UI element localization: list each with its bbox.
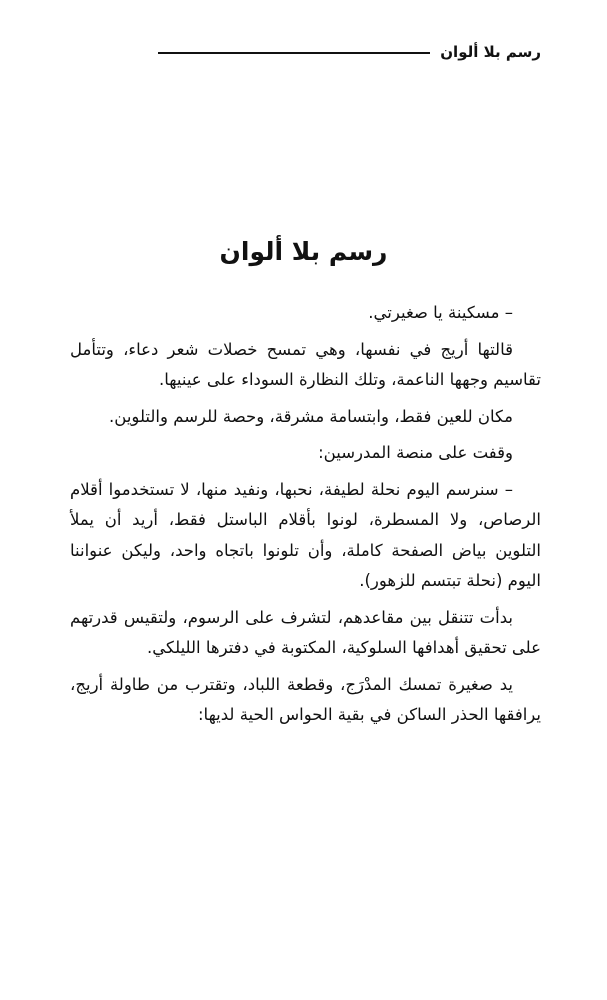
paragraph: قالتها أريج في نفسها، وهي تمسح خصلات شعر دعاء، وتتأمل تقاسيم وجهها الناعمة، وتلك النظارة السوداء على عينيها.: [70, 339, 541, 389]
running-header: [158, 42, 541, 62]
paragraph: وقفت على منصة المدرسين:: [318, 443, 513, 462]
chapter-title: رسم بلا ألوان: [219, 237, 388, 266]
paragraph: – مسكينة يا صغيرتي.: [368, 303, 513, 322]
paragraph: – سنرسم اليوم نحلة لطيفة، نحبها، ونفيد منها، لا تستخدموا أقلام الرصاص، ولا المسطرة، لونوا بأقلام الباستل فقط، أريد أن يملأ التلوين بياض الصفحة كاملة، وأن تلونوا باتجاه واحد، وليكن عنواننا اليوم (نحلة تبتسم للزهور).: [70, 479, 541, 590]
paragraph: بدأت تتنقل بين مقاعدهم، لتشرف على الرسوم، ولتقيس قدرتهم على تحقيق أهدافها السلوكية، المكتوبة في دفترها الليلكي.: [70, 607, 541, 657]
body-text: [70, 298, 541, 737]
header-rule: [158, 52, 430, 54]
paragraph: مكان للعين فقط، وابتسامة مشرقة، وحصة للرسم والتلوين.: [109, 406, 513, 426]
running-header-title: رسم بلا ألوان: [440, 43, 541, 61]
paragraph: يد صغيرة تمسك المدْرَج، وقطعة اللباد، وتقترب من طاولة أريج، يرافقها الحذر الساكن في بقية الحواس الحية لديها:: [70, 674, 541, 724]
